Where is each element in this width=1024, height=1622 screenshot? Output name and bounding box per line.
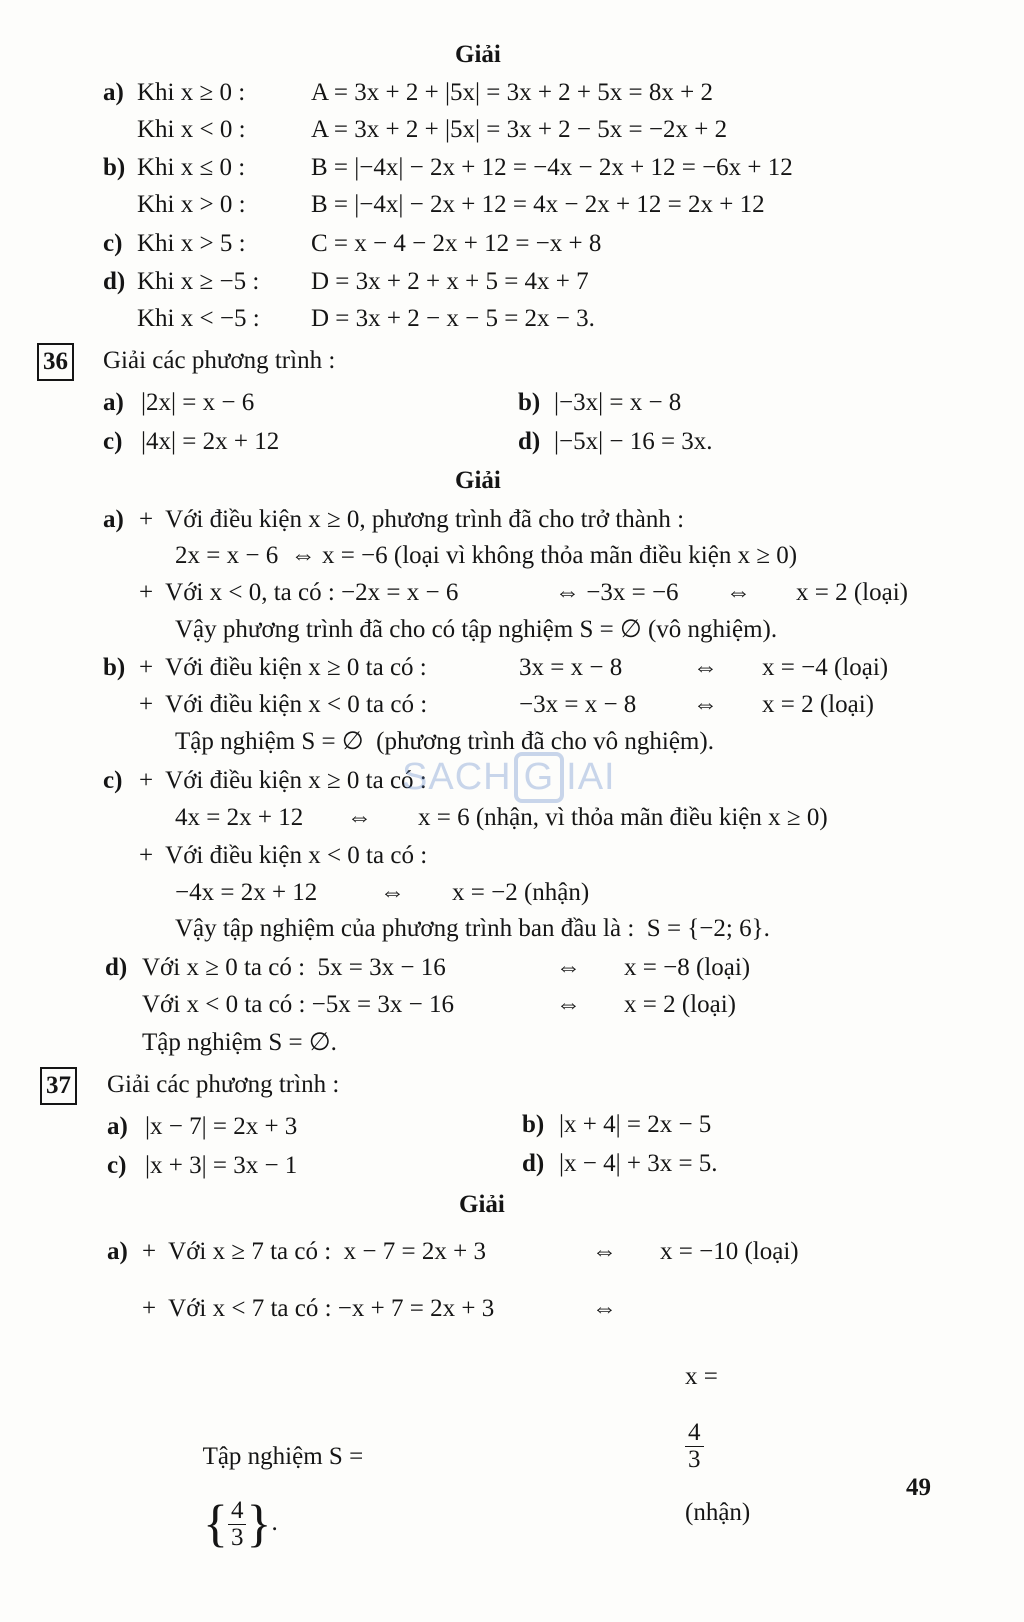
equation: |−3x| = x − 8 (554, 389, 682, 416)
item-label: d) (103, 268, 126, 295)
item-label: d) (518, 428, 541, 455)
equation: D = 3x + 2 + x + 5 = 4x + 7 (311, 268, 589, 295)
result: x = −10 (loại) (660, 1238, 799, 1265)
equivalence-arrow: ⇔ (726, 579, 751, 606)
solution-line: Vậy tập nghiệm của phương trình ban đầu là : S = {−2; 6}. (175, 915, 770, 942)
equation: B = |−4x| − 2x + 12 = −4x − 2x + 12 = −6x + 12 (311, 154, 793, 181)
result: x = 2 (loại) (796, 579, 908, 606)
condition: Khi x > 0 : (137, 191, 246, 218)
condition: Khi x ≥ −5 : (137, 268, 260, 295)
equation: −3x = x − 8 (519, 691, 637, 718)
equation: 4x = 2x + 12 (175, 804, 304, 831)
watermark-text: IAI (566, 756, 616, 798)
equivalence-arrow: ⇔ (592, 1295, 617, 1322)
solution-heading: Giải (459, 1191, 505, 1218)
item-label: b) (518, 389, 541, 416)
watermark-g-mark: G (514, 752, 565, 803)
item-label: d) (522, 1150, 545, 1177)
condition: Khi x > 5 : (137, 230, 246, 257)
sentence-period: . (271, 1509, 278, 1536)
equivalence-arrow: ⇔ (556, 991, 581, 1018)
result: x = 2 (loại) (762, 691, 874, 718)
equation: B = |−4x| − 2x + 12 = 4x − 2x + 12 = 2x + 12 (311, 191, 765, 218)
fraction-numerator: 4 (228, 1498, 247, 1525)
solution-line: + Với điều kiện x ≥ 0 ta có : (139, 767, 427, 794)
equation: |x − 7| = 2x + 3 (145, 1113, 298, 1140)
result: x = −2 (nhận) (452, 879, 590, 906)
watermark-text: SACH (402, 756, 512, 798)
item-label: a) (107, 1238, 128, 1265)
solution-line: + Với điều kiện x < 0 ta có : (139, 842, 428, 869)
condition: Khi x < 0 : (137, 116, 246, 143)
equation: |4x| = 2x + 12 (141, 428, 280, 455)
item-label: b) (103, 154, 126, 181)
solution-line: + Với điều kiện x ≥ 0 ta có : (139, 654, 427, 681)
fraction-denominator: 3 (230, 1523, 244, 1551)
item-label: a) (103, 79, 124, 106)
solution-line: Tập nghiệm S = ∅ (phương trình đã cho vô nghiệm). (175, 728, 714, 755)
equivalence-arrow: ⇔ (556, 954, 581, 981)
item-label: a) (103, 506, 124, 533)
result: x = −8 (loại) (624, 954, 751, 981)
item-label: c) (103, 428, 123, 455)
equation: A = 3x + 2 + |5x| = 3x + 2 + 5x = 8x + 2 (311, 79, 713, 106)
result-note: (nhận) (685, 1499, 751, 1526)
item-label: a) (103, 389, 124, 416)
item-label: c) (103, 767, 123, 794)
equation: 3x = x − 8 (519, 654, 623, 681)
page-number: 49 (906, 1474, 931, 1501)
equivalence-arrow: ⇔ (693, 691, 718, 718)
fraction (685, 1420, 704, 1473)
equation: C = x − 4 − 2x + 12 = −x + 8 (311, 230, 602, 257)
equivalence-arrow: ⇔ (693, 654, 718, 681)
equation: −4x = 2x + 12 (175, 879, 318, 906)
equation: D = 3x + 2 − x − 5 = 2x − 3. (311, 305, 595, 332)
equation: A = 3x + 2 + |5x| = 3x + 2 − 5x = −2x + 2 (311, 116, 728, 143)
fraction-numerator: 4 (685, 1420, 704, 1447)
equation: ⇔ −3x = −6 (555, 579, 679, 606)
result (660, 1275, 750, 1615)
fraction (228, 1498, 247, 1551)
solution-line: Với x ≥ 0 ta có : 5x = 3x − 16 (142, 954, 446, 981)
solution-line: Tập nghiệm S = ∅. (142, 1029, 337, 1056)
solution-line: + Với x < 7 ta có : −x + 7 = 2x + 3 (142, 1295, 495, 1322)
result: x = 2 (loại) (624, 991, 736, 1018)
equation: |−5x| − 16 = 3x. (554, 428, 713, 455)
equivalence-arrow: ⇔ (380, 879, 405, 906)
solution-heading: Giải (455, 41, 501, 68)
solution-line: Với x < 0 ta có : −5x = 3x − 16 (142, 991, 454, 1018)
solution-line: 2x = x − 6 ⇔ x = −6 (loại vì không thỏa mãn điều kiện x ≥ 0) (175, 542, 798, 569)
item-label: a) (107, 1113, 128, 1140)
result-prefix: x = (685, 1363, 718, 1390)
equivalence-arrow: ⇔ (592, 1238, 617, 1265)
item-label: c) (107, 1152, 127, 1179)
equation: |x − 4| + 3x = 5. (559, 1150, 718, 1177)
solution-line: + Với điều kiện x < 0 ta có : (139, 691, 428, 718)
solution-line: Vậy phương trình đã cho có tập nghiệm S = ∅ (vô nghiệm). (175, 616, 778, 643)
result: x = −4 (loại) (762, 654, 889, 681)
solution-set-line (178, 1358, 363, 1622)
item-label: b) (522, 1111, 545, 1138)
watermark-logo (402, 752, 616, 803)
solution-line: + Với điều kiện x ≥ 0, phương trình đã cho trở thành : (139, 506, 685, 533)
exercise-number-box: 36 (37, 343, 74, 381)
condition: Khi x ≤ 0 : (137, 154, 246, 181)
fraction-denominator: 3 (688, 1445, 701, 1473)
exercise-number-box: 37 (40, 1067, 77, 1105)
item-label: b) (103, 654, 126, 681)
equation: |x + 4| = 2x − 5 (559, 1111, 712, 1138)
solution-line: + Với x < 0, ta có : −2x = x − 6 (139, 579, 459, 606)
condition: Khi x < −5 : (137, 305, 260, 332)
solution-set-prefix: Tập nghiệm S = (202, 1443, 364, 1470)
equation: |x + 3| = 3x − 1 (145, 1152, 298, 1179)
equivalence-arrow: ⇔ (347, 804, 372, 831)
exercise-prompt: Giải các phương trình : (107, 1071, 340, 1098)
equation: |2x| = x − 6 (141, 389, 255, 416)
set-open-brace: { (203, 1495, 228, 1553)
set-close-brace: } (246, 1495, 272, 1553)
condition: Khi x ≥ 0 : (137, 79, 246, 106)
exercise-prompt: Giải các phương trình : (103, 347, 336, 374)
item-label: c) (103, 230, 123, 257)
solution-line: + Với x ≥ 7 ta có : x − 7 = 2x + 3 (142, 1238, 486, 1265)
solution-heading: Giải (455, 467, 501, 494)
result: x = 6 (nhận, vì thỏa mãn điều kiện x ≥ 0) (418, 804, 828, 831)
item-label: d) (105, 954, 128, 981)
